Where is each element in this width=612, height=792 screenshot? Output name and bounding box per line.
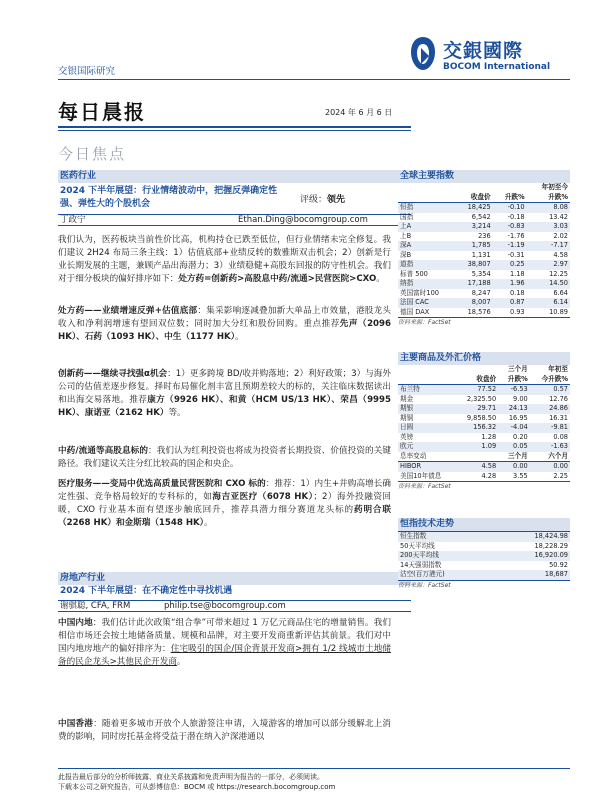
table-row — [398, 395, 570, 405]
commodities-col-close: 收盘价 — [454, 375, 498, 385]
row-value: 17,188 — [454, 279, 493, 289]
rating-value: 领先 — [327, 195, 346, 205]
row-value: 0.18 — [509, 288, 525, 297]
row-label: 50天平均线 — [400, 541, 435, 550]
row-label: 深B — [400, 250, 412, 259]
row-value: 0.00 — [498, 462, 530, 472]
indices-col-ytd-1: 年初至今 — [541, 183, 568, 191]
row-label: 恒指 — [398, 203, 454, 213]
table-row — [398, 260, 570, 270]
logo-chinese: 交銀國際 — [443, 40, 524, 62]
row-value: 2,325.50 — [466, 394, 497, 403]
row-value: 0.20 — [513, 432, 528, 441]
rates-label: 息率变动 — [398, 452, 454, 462]
row-value: 6,542 — [471, 212, 491, 221]
row-value: 3.03 — [527, 222, 570, 232]
property-author: 谢骐聪, CFA, FRM — [60, 601, 131, 611]
row-label: 200天平均线 — [398, 551, 495, 561]
row-value: 16.95 — [508, 413, 528, 422]
row-value: 18,228.29 — [534, 541, 568, 550]
row-value: 8,007 — [454, 298, 493, 308]
row-value: 1.09 — [454, 442, 498, 452]
table-row — [398, 561, 570, 571]
logo-english: BOCOM International — [443, 62, 551, 72]
property-paragraph-1: 中国内地：我们估计此次政策“组合拳”可带来超过 1 万亿元商品住宅的增量销售。我们相信市场还会按土地储备质量、规模和品牌，对主要开发商重新评估其前景。我们对中国内地房地产的偏好排序为：住宅吸引的国企/国企背景开发商>拥有 1/2 线城市土地储备的民企龙头>其他民企开发商。 — [58, 618, 391, 667]
row-value: 18,687 — [495, 570, 570, 580]
rates-col-1: 三个月 — [498, 452, 530, 462]
row-value: 18,424.98 — [495, 532, 570, 542]
commodities-source: 资料来源：FactSet — [398, 481, 570, 490]
row-value: 77.52 — [454, 385, 498, 395]
row-value: 0.08 — [553, 432, 568, 441]
footer-download: 下载本公司之研究报告，可从彭博信息：BOCM 或 https://research.bocomgroup.com — [58, 783, 336, 791]
indices-col-close: 收盘价 — [454, 193, 493, 203]
row-value: 29.71 — [454, 404, 498, 414]
row-label: 期银 — [398, 404, 454, 414]
row-value: -0.83 — [493, 222, 527, 232]
commodities-title: 主要商品及外汇价格 — [398, 352, 570, 365]
table-row — [398, 570, 570, 580]
row-label: HIBOR — [398, 462, 454, 472]
pharma-email: Ethan.Ding@bocomgroup.com — [238, 215, 368, 225]
header-rule — [58, 79, 570, 80]
property-email: philip.tse@bocomgroup.com — [164, 601, 286, 611]
table-row — [398, 542, 570, 552]
row-value: 2.02 — [553, 231, 568, 240]
row-label: 道指 — [398, 260, 454, 270]
table-row — [398, 442, 570, 452]
report-title: 每日晨报 — [58, 100, 146, 124]
row-value: 9.00 — [513, 394, 528, 403]
row-label: 日圆 — [398, 423, 454, 433]
row-value: 16,920.09 — [495, 551, 570, 561]
section-tag-pharma: 医药行业 — [58, 170, 411, 183]
pharma-paragraph-5: 医疗服务——变局中优选高质量民营医院和 CXO 标的：推荐：1）内生+并购高增长确定性强、竞争格局较好的专科标的，如海吉亚医疗（6078 HK）；2）海外投融资回暖，CXO 行业基本面有望逐步触底回升，推荐具潜力细分赛道龙头标的药明合联（2268 HK）和金斯瑞（1548 HK）。 — [58, 479, 392, 528]
row-value: 13.42 — [549, 212, 568, 221]
row-value: 5,354 — [471, 269, 491, 278]
row-value: 3.55 — [513, 471, 528, 480]
row-value: 0.93 — [509, 307, 525, 316]
row-value: -0.31 — [507, 250, 525, 259]
row-value: 38,807 — [454, 260, 493, 270]
row-value: -4.04 — [498, 423, 530, 433]
row-value: -0.18 — [507, 212, 525, 221]
row-value: 14.50 — [527, 279, 570, 289]
row-value: 18,576 — [467, 307, 491, 316]
row-value: 18,425 — [454, 203, 493, 213]
technical-table — [398, 531, 570, 580]
commodities-col-3m-2: 升跌% — [498, 375, 530, 385]
pharma-rating — [300, 192, 345, 205]
table-row — [398, 203, 570, 213]
row-value: 1.18 — [509, 269, 525, 278]
row-label: 美国10年债息 — [400, 471, 442, 480]
table-row — [398, 414, 570, 424]
indices-panel — [398, 170, 570, 326]
row-value: 4.28 — [481, 471, 497, 480]
footer-disclaimer: 此报告最后部分的分析师披露、商业关系披露和免责声明为报告的一部分，必须阅读。 — [58, 773, 324, 781]
row-value: 0.57 — [530, 385, 570, 395]
row-value: 10.89 — [549, 307, 568, 316]
title-rule-thin — [58, 130, 411, 131]
table-row — [398, 551, 570, 561]
row-value: 24.86 — [530, 404, 570, 414]
row-value: 12.25 — [549, 269, 568, 278]
technical-title: 恒指技术走势 — [398, 518, 570, 531]
table-row — [398, 385, 570, 395]
table-row — [398, 308, 570, 318]
table-row — [398, 241, 570, 251]
technical-source: 资料来源：FactSet — [398, 580, 570, 589]
table-row — [398, 251, 570, 261]
row-label: 标普 500 — [400, 269, 428, 278]
focus-title: 今日焦点 — [58, 145, 127, 163]
footer-rule — [58, 768, 570, 769]
row-value: 4.58 — [454, 462, 498, 472]
table-row — [398, 232, 570, 242]
table-row — [398, 472, 570, 482]
indices-title: 全球主要指数 — [398, 170, 570, 183]
bocom-logo-icon — [407, 35, 439, 73]
row-label: 纳指 — [398, 279, 454, 289]
row-label: 国指 — [400, 212, 414, 221]
row-value: 12.76 — [549, 394, 568, 403]
row-value: -1.19 — [493, 241, 527, 251]
title-rule-thick — [58, 126, 411, 128]
row-value: 1.96 — [493, 279, 527, 289]
row-value: 2.97 — [527, 260, 570, 270]
table-row — [398, 289, 570, 299]
row-value: 0.05 — [498, 442, 530, 452]
row-value: -7.17 — [527, 241, 570, 251]
table-row — [398, 462, 570, 472]
table-row — [398, 423, 570, 433]
row-label: 期铜 — [400, 413, 414, 422]
pharma-author-row — [58, 214, 411, 226]
row-label: 布兰特 — [398, 385, 454, 395]
technical-panel — [398, 518, 570, 589]
row-label: 德国 DAX — [400, 307, 430, 316]
row-value: 24.13 — [498, 404, 530, 414]
property-author-row — [58, 600, 411, 612]
commodities-table — [398, 365, 570, 481]
pharma-author: 丁政宁 — [60, 215, 86, 225]
row-value: 1.28 — [481, 432, 497, 441]
row-value: 1,785 — [454, 241, 493, 251]
table-row — [398, 298, 570, 308]
table-row — [398, 270, 570, 280]
table-row — [398, 222, 570, 232]
indices-source: 资料来源：FactSet — [398, 317, 570, 326]
row-label: 14天强弱指数 — [400, 560, 442, 569]
table-row — [398, 404, 570, 414]
row-value: 6.64 — [553, 288, 568, 297]
row-label: 期金 — [400, 394, 414, 403]
row-value: -6.53 — [498, 385, 530, 395]
row-value: 2.25 — [553, 471, 568, 480]
row-label: 英国富时100 — [400, 288, 439, 297]
pharma-paragraph-4: 中药/流通等高股息标的：我们认为红利投资也将成为投资者长期投资、价值投资的关键路径。我们建议关注分红比较高的国企和央企。 — [58, 446, 391, 469]
row-value: 156.32 — [454, 423, 498, 433]
row-label: 深A — [398, 241, 454, 251]
rating-label: 评级： — [300, 195, 328, 205]
row-value: -1.76 — [507, 231, 525, 240]
commodities-col-ytd-1: 年初至 — [548, 365, 568, 373]
table-row — [398, 213, 570, 223]
pharma-paragraph-2: 处方药——业绩增速反弹+估值底部：集采影响逐减叠加新大单品上市效量，港股龙头收入和净利润增速有望回双位数；同时加大分红和股份回购。重点推荐先声（2096 HK）、石药（1093 HK）、中生（1177 HK）。 — [58, 306, 391, 342]
pharma-headline: 2024 下半年展望：行业情绪波动中，把握反弹确定性强、弹性大的个股机会 — [60, 186, 278, 209]
indices-col-chg: 升跌% — [493, 193, 527, 203]
pharma-paragraph-1: 我们认为，医药板块当前性价比高，机构持仓已跌至低位，但行业情绪未完全修复。我们建议 2H24 布局三条主线：1）估值底部+业绩反转的数雅斯双击机会；2）创新是行业长期发展的主题，兼顾产品出海潜力；3）业绩稳健+高股东回报的防守性机会。我们对于细分板块的偏好排序如下：处方药=创新药>高股息中药/流通>民营医院>CXO。 — [58, 235, 391, 284]
row-value: 3,214 — [454, 222, 493, 232]
row-value: -1.63 — [530, 442, 570, 452]
row-label: 英镑 — [400, 432, 414, 441]
table-row — [398, 532, 570, 542]
section-tag-property: 房地产行业 — [58, 572, 411, 585]
row-value: -0.10 — [493, 203, 527, 213]
row-value: -9.81 — [530, 423, 570, 433]
row-value: 1,131 — [471, 250, 491, 259]
row-value: 8,247 — [471, 288, 491, 297]
row-label: 法国 CAC — [398, 298, 454, 308]
row-label: 上A — [398, 222, 454, 232]
row-value: 16.31 — [549, 413, 568, 422]
table-row — [398, 279, 570, 289]
rates-col-2: 六个月 — [530, 452, 570, 462]
report-date: 2024 年 6 月 6 日 — [325, 108, 393, 117]
row-value: 236 — [478, 231, 491, 240]
indices-table — [398, 183, 570, 317]
pharma-paragraph-3: 创新药——继续寻找强α机会：1）更多跨境 BD/收并购落地；2）利好政策；3）与海外公司的估值差逐步修复。择时布局催化剂丰富且预期差较大的标的，关注临床数据读出和出海交易落地。推荐康方（9926 HK）、和黄（HCM US/13 HK）、荣昌（9995 HK）、康诺亚（2162 HK）等。 — [58, 369, 392, 418]
row-value: 0.87 — [493, 298, 527, 308]
row-label: 上B — [400, 231, 412, 240]
property-paragraph-2: 中国香港：随着更多城市开放个人旅游签注申请，入境游客的增加可以部分缓解北上消费的影响，同时房托基金将受益于潜在纳入沪深港通以 — [58, 719, 391, 742]
row-value: 8.08 — [527, 203, 570, 213]
commodities-panel — [398, 352, 570, 490]
property-headline: 2024 下半年展望：在不确定性中寻找机遇 — [60, 586, 233, 596]
row-value: 6.14 — [527, 298, 570, 308]
commodities-col-3m-1: 三个月 — [507, 365, 528, 373]
row-value: 0.25 — [493, 260, 527, 270]
row-label: 沽空(百万港元) — [398, 570, 495, 580]
row-label: 欧元 — [398, 442, 454, 452]
row-label: 恒生指数 — [398, 532, 495, 542]
row-value: 9,858.50 — [466, 413, 497, 422]
commodities-col-ytd-2: 今升跌% — [530, 375, 570, 385]
row-value: 50.92 — [549, 560, 568, 569]
brand-text: 交银国际研究 — [58, 66, 116, 77]
table-row — [398, 433, 570, 443]
indices-col-ytd-2: 升跌% — [527, 193, 570, 203]
row-value: 0.00 — [530, 462, 570, 472]
row-value: 4.58 — [553, 250, 568, 259]
